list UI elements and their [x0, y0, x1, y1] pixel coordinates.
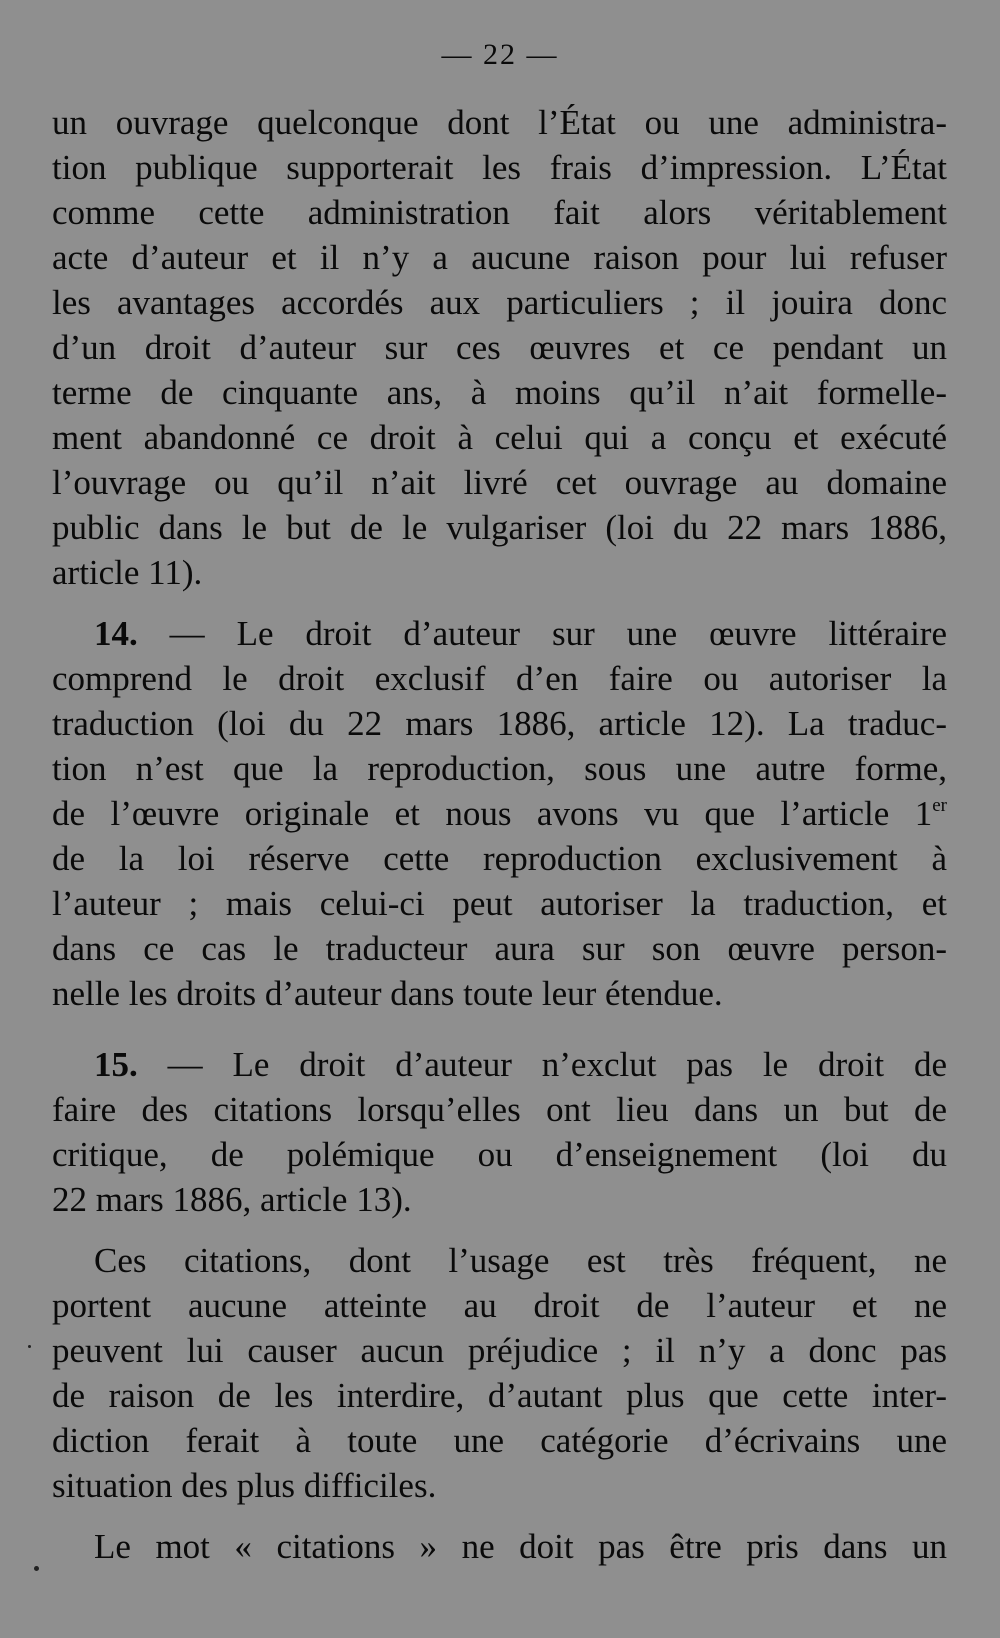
scan-speck [34, 1566, 39, 1571]
text-line: acte d’auteur et il n’y a aucune raison pour lui refuser [52, 238, 947, 277]
text-line: article 11). [52, 553, 203, 592]
superscript: er [932, 795, 947, 816]
section-number: 15. [94, 1045, 138, 1084]
text-line: portent aucune atteinte au droit de l’auteur et ne [52, 1286, 947, 1325]
text-line [52, 791, 947, 836]
paragraph-section-15 [52, 1042, 947, 1222]
text-line: traduction (loi du 22 mars 1886, article 12). La traduc- [52, 704, 947, 743]
paragraph-gap [52, 595, 947, 611]
text-line: comme cette administration fait alors véritablement [52, 193, 947, 232]
page-text [52, 100, 947, 1569]
paragraph-5 [52, 1524, 947, 1569]
text-line-body: de l’œuvre originale et nous avons vu que l’article 1 [52, 794, 933, 833]
text-line: Le mot « citations » ne doit pas être pris dans un [94, 1527, 947, 1566]
text-line: les avantages accordés aux particuliers ; il jouira donc [52, 283, 947, 322]
text-line: terme de cinquante ans, à moins qu’il n’ait formelle- [52, 373, 947, 412]
text-line: l’ouvrage ou qu’il n’ait livré cet ouvrage au domaine [52, 463, 947, 502]
text-line: un ouvrage quelconque dont l’État ou une administra- [52, 103, 947, 142]
text-line-rest: — Le droit d’auteur sur une œuvre littéraire [137, 614, 947, 653]
text-line: comprend le droit exclusif d’en faire ou autoriser la [52, 659, 947, 698]
text-line: critique, de polémique ou d’enseignement (loi du [52, 1135, 947, 1174]
text-line: public dans le but de le vulgariser (loi du 22 mars 1886, [52, 508, 947, 547]
paragraph-gap [52, 1508, 947, 1524]
text-line: de la loi réserve cette reproduction exclusivement à [52, 839, 947, 878]
text-line: 22 mars 1886, article 13). [52, 1180, 412, 1219]
paragraph-gap [52, 1222, 947, 1238]
paragraph-section-14 [52, 611, 947, 1016]
text-line: tion publique supporterait les frais d’impression. L’État [52, 148, 947, 187]
text-line: tion n’est que la reproduction, sous une autre forme, [52, 749, 947, 788]
page-number: — 22 — [441, 38, 559, 71]
text-line: l’auteur ; mais celui-ci peut autoriser la traduction, et [52, 884, 947, 923]
text-line: nelle les droits d’auteur dans toute leur étendue. [52, 974, 723, 1013]
text-line: peuvent lui causer aucun préjudice ; il n’y a donc pas [52, 1331, 947, 1370]
paragraph-1 [52, 100, 947, 595]
scan-speck [28, 1345, 31, 1348]
text-line [52, 1042, 947, 1087]
text-line: situation des plus difficiles. [52, 1466, 437, 1505]
text-line-rest: — Le droit d’auteur n’exclut pas le droit de [137, 1045, 947, 1084]
text-line [52, 611, 947, 656]
text-line: de raison de les interdire, d’autant plus que cette inter- [52, 1376, 947, 1415]
text-line: d’un droit d’auteur sur ces œuvres et ce pendant un [52, 328, 947, 367]
paragraph-gap [52, 1016, 947, 1042]
section-number: 14. [94, 614, 138, 653]
paragraph-4 [52, 1238, 947, 1508]
text-line: faire des citations lorsqu’elles ont lieu dans un but de [52, 1090, 947, 1129]
text-line: dans ce cas le traducteur aura sur son œuvre person- [52, 929, 947, 968]
text-line: ment abandonné ce droit à celui qui a conçu et exécuté [52, 418, 947, 457]
text-line: diction ferait à toute une catégorie d’écrivains une [52, 1421, 947, 1460]
text-line: Ces citations, dont l’usage est très fréquent, ne [94, 1241, 947, 1280]
